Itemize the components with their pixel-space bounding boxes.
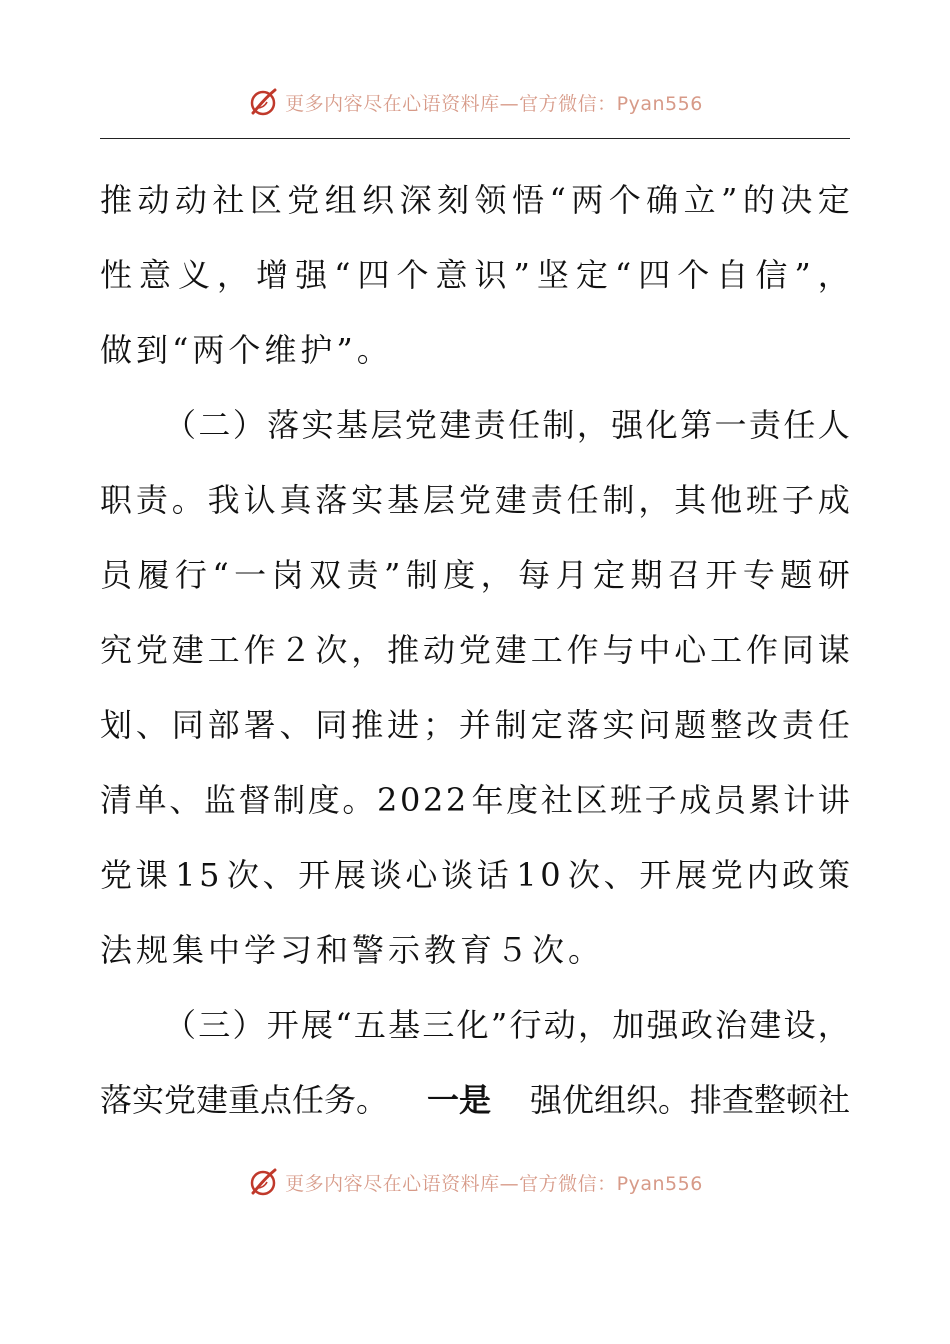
header-banner bbox=[0, 82, 950, 122]
text-line: 推 动 动 社 区 党 组 织 深 刻 领 悟 “ 两 个 确 立 ” 的 决 定 bbox=[100, 181, 850, 219]
text-line: 性 意 义 ， 增 强 “ 四 个 意 识 ” 坚 定 “ 四 个 自 信 ” ， bbox=[100, 256, 850, 294]
brush-logo-icon bbox=[247, 86, 279, 118]
text-line: 党 课 1 5 次 、 开 展 谈 心 谈 话 1 0 次 、 开 展 党 内 政 策 bbox=[100, 856, 850, 894]
text-segment: 落实党建重点任务。 bbox=[100, 1081, 389, 1119]
text-line: 职 责 。 我 认 真 落 实 基 层 党 建 责 任 制 ， 其 他 班 子 成 bbox=[100, 481, 850, 519]
text-line: （ 三 ） 开 展 “ 五 基 三 化 ” 行 动 ， 加 强 政 治 建 设 ， bbox=[164, 1006, 850, 1044]
header-divider bbox=[100, 138, 850, 139]
text-line: （ 二 ） 落 实 基 层 党 建 责 任 制 ， 强 化 第 一 责 任 人 bbox=[164, 406, 850, 444]
text-line: 划 、 同 部 署 、 同 推 进 ； 并 制 定 落 实 问 题 整 改 责 任 bbox=[100, 706, 850, 744]
bold-lead-segment: 一是 bbox=[426, 1081, 491, 1119]
text-line: 员 履 行 “ 一 岗 双 责 ” 制 度 ， 每 月 定 期 召 开 专 题 研 bbox=[100, 556, 850, 594]
text-line: 法规集中学习和警示教育５次。 bbox=[100, 931, 605, 969]
brush-logo-icon bbox=[247, 1166, 279, 1198]
footer-banner bbox=[0, 1162, 950, 1202]
header-banner-text: 更多内容尽在心语资料库—官方微信：Pyan556 bbox=[285, 92, 703, 115]
text-line-mixed bbox=[100, 1063, 850, 1138]
text-segment: 强优组织。排查整顿社 bbox=[529, 1081, 850, 1119]
footer-banner-text: 更多内容尽在心语资料库—官方微信：Pyan556 bbox=[285, 1172, 703, 1195]
text-line: 究 党 建 工 作 ２ 次 ， 推 动 党 建 工 作 与 中 心 工 作 同 谋 bbox=[100, 631, 850, 669]
document-body bbox=[100, 163, 850, 1138]
text-line: 做到“两个维护”。 bbox=[100, 331, 393, 369]
text-line: 清 单 、 监 督 制 度 。 2 0 2 2 年 度 社 区 班 子 成 员 累 计 讲 bbox=[100, 781, 850, 819]
